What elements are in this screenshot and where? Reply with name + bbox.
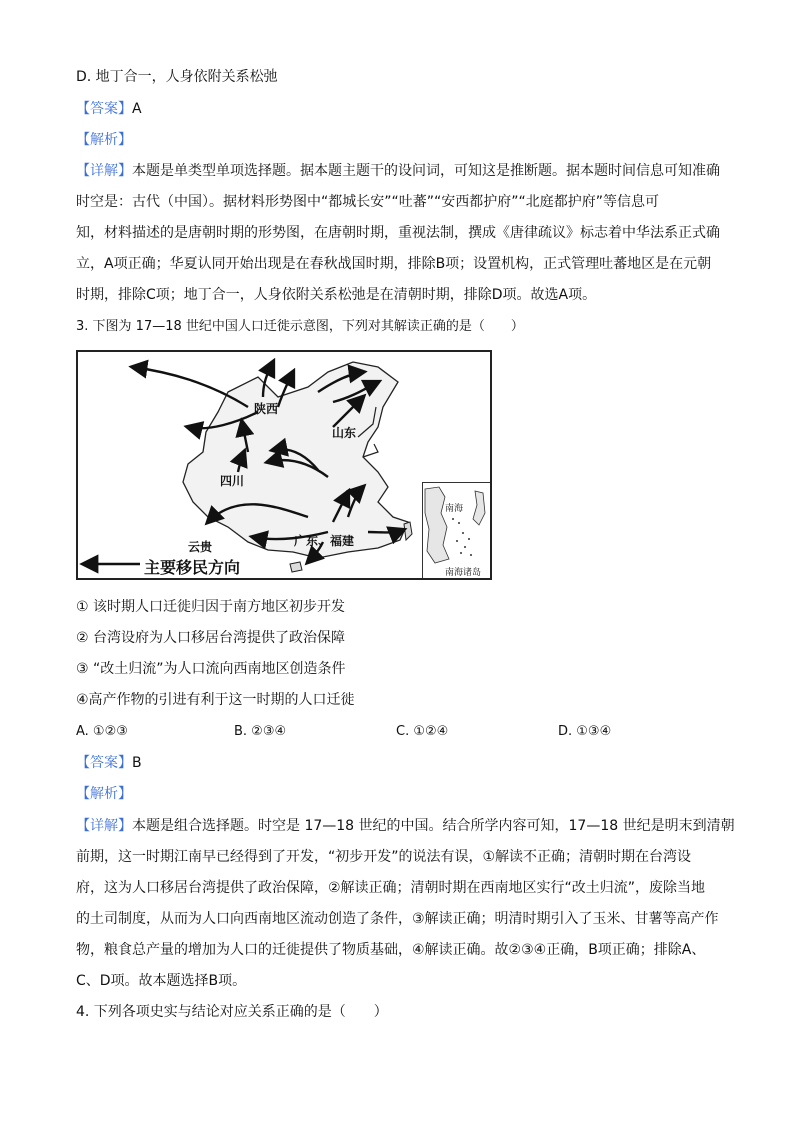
taiwan-island: [404, 522, 412, 540]
inset-islands-label: 南海诸岛: [445, 568, 482, 578]
q3-detail-line-4: 的土司制度，从而为人口向西南地区流动创造了条件，③解读正确；明清时期引入了玉米、甘薯等高产作: [76, 911, 719, 927]
label-yungui: 云贵: [188, 540, 213, 554]
answer-tag: 【答案】: [76, 101, 132, 117]
detail-text: 本题是单类型单项选择题。据本题主题干的设问词，可知这是推断题。据本题时间信息可知准确: [132, 163, 720, 179]
q4-stem: 4. 下列各项史实与结论对应关系正确的是（ ）: [76, 1004, 388, 1020]
q2-analysis-tag: 【解析】: [76, 132, 132, 148]
q3-detail-line-6: C、D项。故本题选择B项。: [76, 973, 247, 989]
answer-value: A: [132, 101, 142, 117]
detail-tag: 【详解】: [76, 818, 132, 834]
map-legend: [86, 555, 240, 578]
q3-detail-line-1: [76, 816, 735, 836]
q3-statement-4: ④高产作物的引进有利于这一时期的人口迁徙: [76, 692, 355, 708]
q2-detail-line-2: 时空是：古代（中国）。据材料形势图中“都城长安”“吐蕃”“安西都护府”“北庭都护府”等信息可: [76, 194, 660, 210]
answer-tag: 【答案】: [76, 755, 132, 771]
label-shaanxi: 陕西: [254, 402, 279, 416]
q3-statement-2: ② 台湾设府为人口移居台湾提供了政治保障: [76, 630, 345, 646]
south-china-sea-inset: [422, 482, 492, 580]
q3-detail-line-3: 府，这为人口移居台湾提供了政治保障，②解读正确；清朝时期在西南地区实行“改土归流”，废除当地: [76, 880, 706, 896]
q3-option-a: A. ①②③: [76, 724, 128, 739]
q3-option-d: D. ①③④: [558, 724, 612, 739]
q2-detail-line-5: 时期，排除C项；地丁合一，人身依附关系松弛是在清朝时期，排除D项。故选A项。: [76, 287, 597, 303]
q3-option-b: B. ②③④: [234, 724, 287, 739]
q3-statement-3: ③ “改土归流”为人口流向西南地区创造条件: [76, 661, 346, 677]
inset-sea-label: 南海: [445, 504, 464, 514]
answer-value: B: [132, 755, 142, 771]
q2-detail-line-1: [76, 161, 720, 181]
q2-answer: [76, 99, 142, 119]
q3-statement-1: ① 该时期人口迁徙归因于南方地区初步开发: [76, 599, 345, 615]
detail-text: 本题是组合选择题。时空是 17—18 世纪的中国。结合所学内容可知，17—18 世纪是明末到清朝: [132, 818, 735, 834]
legend-label: 主要移民方向: [144, 558, 241, 577]
q3-analysis-tag: 【解析】: [76, 786, 132, 802]
q3-stem: 3. 下图为 17—18 世纪中国人口迁徙示意图，下列对其解读正确的是（ ）: [76, 319, 524, 334]
migration-map: [76, 350, 492, 580]
q2-detail-line-4: 立，A项正确；华夏认同开始出现是在春秋战国时期，排除B项；设置机构，正式管理吐蕃地区是在元朝: [76, 256, 712, 272]
q3-detail-line-2: 前期，这一时期江南早已经得到了开发，“初步开发”的说法有误，①解读不正确；清朝时期在台湾设: [76, 849, 692, 865]
hainan-island: [290, 562, 302, 572]
q3-option-c: C. ①②④: [396, 724, 449, 739]
label-shandong: 山东: [332, 426, 357, 440]
q3-answer: [76, 753, 142, 773]
q2-option-d: D. 地丁合一，人身依附关系松弛: [76, 69, 278, 85]
q2-detail-line-3: 知，材料描述的是唐朝时期的形势图，在唐朝时期，重视法制，撰成《唐律疏议》标志着中华法系正式确: [76, 225, 720, 241]
label-sichuan: 四川: [220, 474, 245, 488]
q3-detail-line-5: 物，粮食总产量的增加为人口的迁徙提供了物质基础，④解读正确。故②③④正确，B项正确；排除A、: [76, 942, 706, 958]
label-guangdong-fujian: 广东、福建: [294, 534, 355, 548]
detail-tag: 【详解】: [76, 163, 132, 179]
